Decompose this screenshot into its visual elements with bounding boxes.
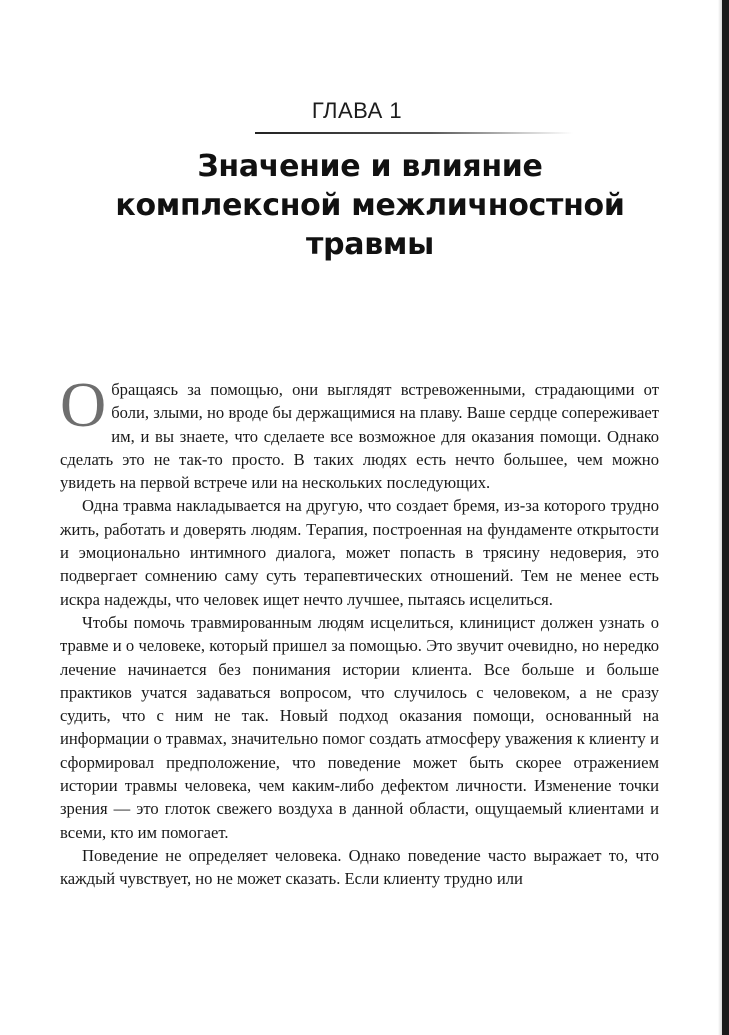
chapter-title-line: травмы bbox=[306, 227, 434, 262]
chapter-label: ГЛАВА 1 bbox=[311, 98, 403, 123]
paragraph: Одна травма накладывается на другую, что создает бремя, из-за которого трудно жить, работать и доверять людям. Терапия, построенная на фундаменте открытости и эмоционально интимного диалога, может попасть в трясину недоверия, это подвергает сомнению саму суть терапевтических отношений. Тем не менее есть искра надежды, что человек ищет нечто лучшее, пытаясь исцелиться. bbox=[60, 496, 659, 609]
body-text bbox=[60, 369, 659, 891]
paragraph: Чтобы помочь травмированным людям исцелиться, клиницист должен узнать о травме и о человеке, который пришел за помощью. Это звучит очевидно, но нередко лечение начинается без понимания истории клиента. Все больше и больше практиков учатся задаваться вопросом, что случилось с человеком, а не сразу судить, что с ним не так. Новый подход оказания помощи, основанный на информации о травмах, значительно помог создать атмосферу уважения к клиенту и сформировал предположение, что поведение может быть скорее отражением истории травмы человека, чем каким-либо дефектом личности. Изменение точки зрения — это глоток свежего воздуха в данной области, ощущаемый клиентами и всеми, кто им помогает. bbox=[60, 612, 659, 842]
chapter-title-line: комплексной межличностной bbox=[115, 188, 625, 223]
paragraph bbox=[60, 369, 659, 494]
chapter-divider bbox=[255, 132, 573, 134]
chapter-title-line: Значение и влияние bbox=[197, 149, 543, 184]
page-edge bbox=[722, 0, 729, 1035]
drop-cap: О bbox=[60, 369, 107, 440]
chapter-title bbox=[80, 147, 660, 264]
paragraph-text: бращаясь за помощью, они выглядят встревоженными, страдающими от боли, злыми, но вроде бы держащимися на плаву. Ваше сердце сопереживает им, и вы знаете, что сделаете все возможное для оказания помощи. Однако сделать это не так-то просто. В таких людях есть нечто большее, чем можно увидеть на первой встрече или на нескольких последующих. bbox=[60, 380, 659, 493]
paragraph: Поведение не определяет человека. Однако поведение часто выражает то, что каждый чувствует, но не может сказать. Если клиенту трудно или bbox=[60, 845, 659, 889]
